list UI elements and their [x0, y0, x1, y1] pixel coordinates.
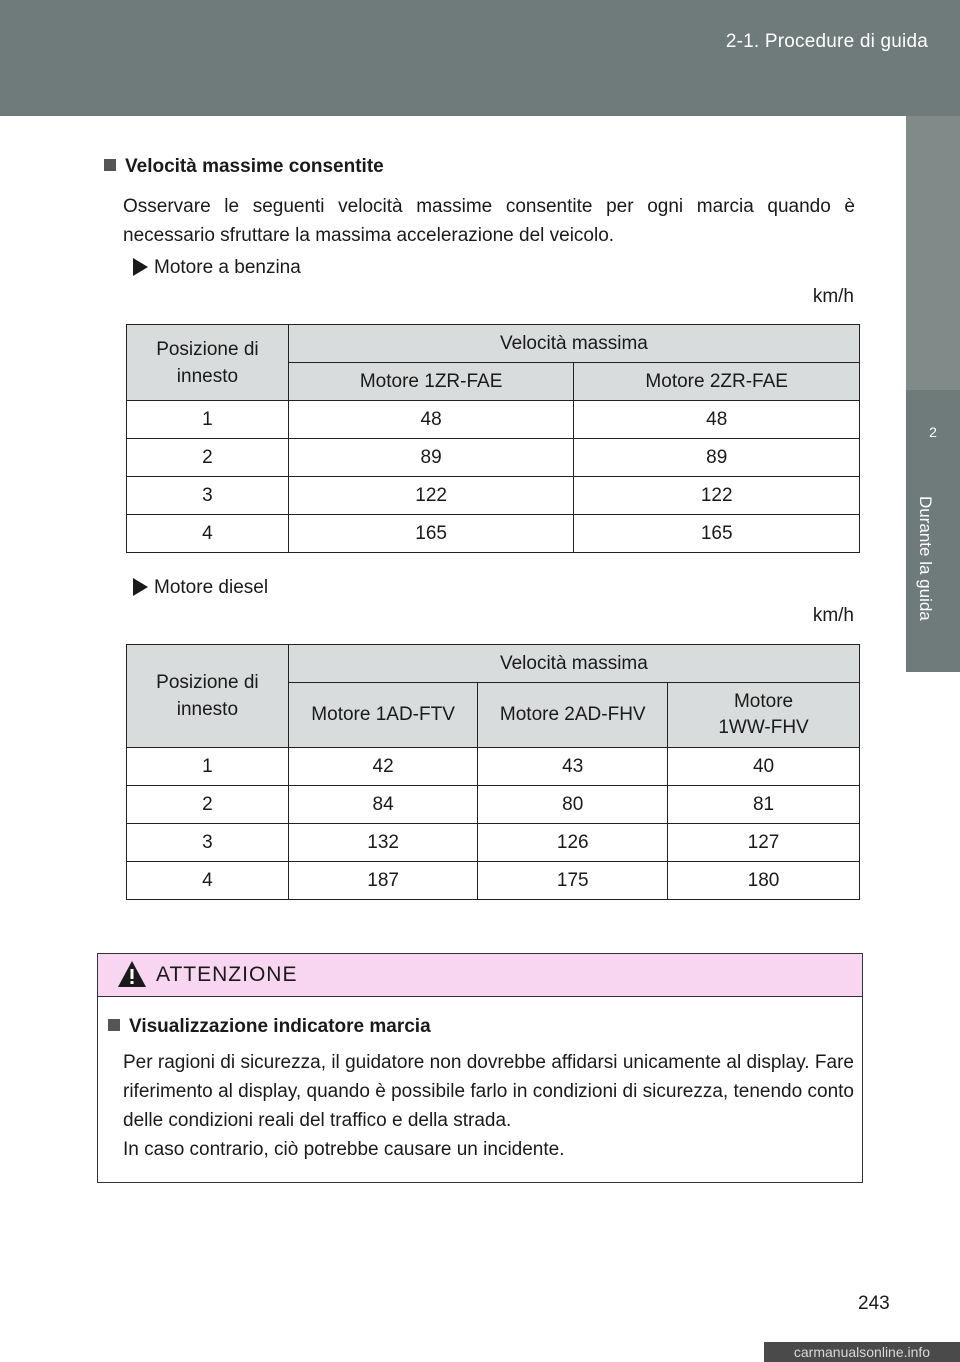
gear-cell: 3 — [127, 824, 289, 862]
speed-cell: 40 — [668, 748, 860, 786]
engine-header: Motore 1AD-FTV — [288, 683, 478, 748]
square-bullet-icon — [108, 1019, 120, 1031]
speed-cell: 48 — [574, 401, 860, 439]
engine-header: Motore 1WW-FHV — [668, 683, 860, 748]
speed-cell: 84 — [288, 786, 478, 824]
diesel-unit: km/h — [812, 605, 854, 626]
gear-cell: 3 — [127, 477, 289, 515]
warning-paragraph: In caso contrario, ciò potrebbe causare un incidente. — [123, 1139, 565, 1160]
speed-cell: 165 — [288, 515, 574, 553]
speed-cell: 80 — [478, 786, 668, 824]
gear-cell: 4 — [127, 515, 289, 553]
table-row — [127, 748, 860, 786]
side-tab-top — [906, 116, 960, 390]
square-bullet-icon — [104, 159, 116, 171]
section-title — [104, 156, 384, 178]
section-intro: Osservare le seguenti velocità massime consentite per ogni marcia quando è necessario sfruttare la massima accelerazione del veicolo. — [123, 196, 855, 246]
speed-cell: 180 — [668, 862, 860, 900]
speed-cell: 127 — [668, 824, 860, 862]
speed-cell: 48 — [288, 401, 574, 439]
speed-cell: 132 — [288, 824, 478, 862]
engine-header: Motore 2ZR-FAE — [574, 363, 860, 401]
diesel-speed-table — [126, 644, 860, 900]
speed-cell: 89 — [288, 439, 574, 477]
speed-cell: 187 — [288, 862, 478, 900]
diesel-engine-label-text: Motore diesel — [154, 577, 269, 598]
table-row — [127, 477, 860, 515]
warning-body — [123, 1048, 854, 1164]
gear-position-header: Posizione di innesto — [127, 325, 289, 401]
side-tab-label: Durante la guida — [916, 496, 935, 621]
table-row — [127, 786, 860, 824]
table-row — [127, 439, 860, 477]
page-number: 243 — [858, 1293, 890, 1314]
gear-cell: 4 — [127, 862, 289, 900]
triangle-bullet-icon — [133, 578, 148, 596]
chapter-title: 2-1. Procedure di guida — [725, 31, 928, 52]
page-header — [0, 0, 960, 116]
watermark: carmanualsonline.info — [764, 1342, 960, 1362]
warning-box — [97, 953, 863, 1183]
speed-cell: 42 — [288, 748, 478, 786]
gear-cell: 2 — [127, 786, 289, 824]
max-speed-header: Velocità massima — [288, 645, 859, 683]
speed-cell: 175 — [478, 862, 668, 900]
section-title-text: Velocità massime consentite — [125, 156, 384, 177]
petrol-engine-label — [133, 257, 301, 279]
gear-position-header: Posizione di innesto — [127, 645, 289, 748]
petrol-speed-table — [126, 324, 860, 553]
petrol-engine-label-text: Motore a benzina — [154, 257, 301, 278]
speed-cell: 43 — [478, 748, 668, 786]
table-row — [127, 862, 860, 900]
diesel-engine-label — [133, 577, 268, 599]
warning-subtitle-text: Visualizzazione indicatore marcia — [129, 1016, 431, 1037]
gear-cell: 1 — [127, 401, 289, 439]
speed-cell: 89 — [574, 439, 860, 477]
speed-cell: 81 — [668, 786, 860, 824]
table-row — [127, 515, 860, 553]
warning-subtitle — [108, 1016, 431, 1038]
engine-header: Motore 1ZR-FAE — [288, 363, 574, 401]
side-tab-number: 2 — [929, 424, 937, 440]
petrol-unit: km/h — [812, 286, 854, 307]
speed-cell: 165 — [574, 515, 860, 553]
max-speed-header: Velocità massima — [288, 325, 859, 363]
engine-header: Motore 2AD-FHV — [478, 683, 668, 748]
side-tab — [906, 116, 960, 672]
speed-cell: 122 — [574, 477, 860, 515]
warning-paragraph: Per ragioni di sicurezza, il guidatore non dovrebbe affidarsi unicamente al display. Fare riferimento al display, quando è possibile farlo in condizioni di sicurezza, tenendo conto delle condizioni reali del traffico e della strada. — [123, 1052, 854, 1131]
triangle-bullet-icon — [133, 258, 148, 276]
speed-cell: 126 — [478, 824, 668, 862]
gear-cell: 2 — [127, 439, 289, 477]
table-row — [127, 401, 860, 439]
warning-triangle-icon — [117, 959, 147, 994]
warning-title: ATTENZIONE — [156, 963, 298, 986]
warning-header — [98, 954, 862, 997]
table-row — [127, 824, 860, 862]
gear-cell: 1 — [127, 748, 289, 786]
speed-cell: 122 — [288, 477, 574, 515]
